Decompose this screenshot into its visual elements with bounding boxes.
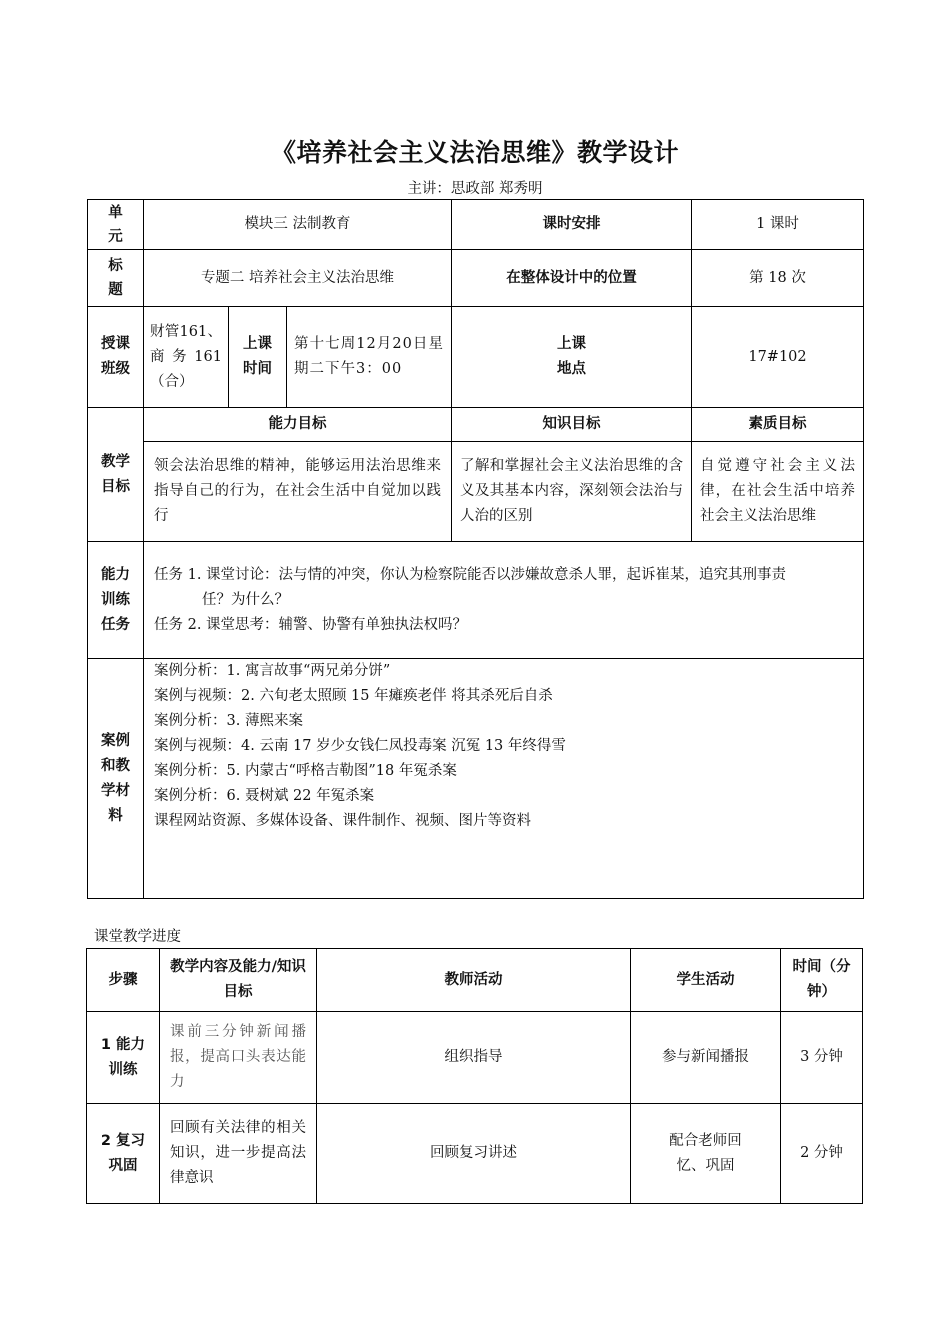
topic-label: 标题 — [88, 250, 144, 307]
goal-text-knowledge: 了解和掌握社会主义法治思维的含义及其基本内容，深刻领会法治与人治的区别 — [452, 442, 692, 542]
goal-header-quality: 素质目标 — [692, 408, 864, 442]
row-step: 1 能力训练 — [87, 1012, 160, 1104]
goals-label: 教学目标 — [88, 408, 144, 542]
goal-header-knowledge: 知识目标 — [452, 408, 692, 442]
col-header-content: 教学内容及能力/知识目标 — [160, 949, 317, 1012]
row-content: 课前三分钟新闻播报，提高口头表达能力 — [160, 1012, 317, 1104]
goal-text-quality: 自觉遵守社会主义法律，在社会生活中培养社会主义法治思维 — [692, 442, 864, 542]
col-header-step: 步骤 — [87, 949, 160, 1012]
material-item: 案例与视频：2. 六旬老太照顾 15 年瘫痪老伴 将其杀死后自杀 — [154, 688, 553, 704]
col-header-time: 时间（分钟） — [781, 949, 863, 1012]
place-label: 上课地点 — [452, 307, 692, 408]
col-header-teacher: 教师活动 — [317, 949, 631, 1012]
page-title: 《培养社会主义法治思维》教学设计 — [270, 138, 679, 167]
material-item: 案例分析：5. 内蒙古“呼格吉勒图”18 年冤杀案 — [154, 763, 457, 779]
class-label: 授课班级 — [88, 307, 144, 408]
materials-content — [144, 659, 864, 899]
material-item: 课程网站资源、多媒体设备、课件制作、视频、图片等资料 — [154, 813, 531, 829]
materials-label: 案例和教学材料 — [88, 659, 144, 899]
tasks-content — [144, 542, 864, 659]
material-item: 案例与视频：4. 云南 17 岁少女钱仁凤投毒案 沉冤 13 年终得雪 — [154, 738, 566, 754]
position-value: 第 18 次 — [692, 250, 864, 307]
class-value: 财管161、商务161（合） — [144, 307, 229, 408]
table-row — [87, 1104, 863, 1204]
material-item: 案例分析：6. 聂树斌 22 年冤杀案 — [154, 788, 375, 804]
time-label: 上课时间 — [229, 307, 287, 408]
row-student: 参与新闻播报 — [631, 1012, 781, 1104]
row-time: 2 分钟 — [781, 1104, 863, 1204]
tasks-label: 能力训练任务 — [88, 542, 144, 659]
row-content: 回顾有关法律的相关知识，进一步提高法律意识 — [160, 1104, 317, 1204]
task-2: 任务 2. 课堂思考：辅警、协警有单独执法权吗？ — [154, 616, 468, 633]
material-item: 案例分析：1. 寓言故事“两兄弟分饼” — [154, 663, 391, 679]
row-teacher: 组织指导 — [317, 1012, 631, 1104]
row-student: 配合老师回忆、巩固 — [631, 1104, 781, 1204]
task-1-line-1: 任务 1. 课堂讨论：法与情的冲突，你认为检察院能否以涉嫌故意杀人罪，起诉崔某，追究其刑事责 — [154, 566, 787, 583]
progress-table — [86, 948, 863, 1204]
progress-section-label: 课堂教学进度 — [94, 929, 181, 945]
col-header-student: 学生活动 — [631, 949, 781, 1012]
position-label: 在整体设计中的位置 — [452, 250, 692, 307]
row-step: 2 复习巩固 — [87, 1104, 160, 1204]
hours-value: 1 课时 — [692, 200, 864, 250]
place-value: 17#102 — [692, 307, 864, 408]
hours-label: 课时安排 — [452, 200, 692, 250]
page-subtitle: 主讲：思政部 郑秀明 — [407, 181, 543, 197]
time-value: 第十七周12月20日星期二下午3：00 — [287, 307, 452, 408]
table-row — [87, 1012, 863, 1104]
goal-header-ability: 能力目标 — [144, 408, 452, 442]
goal-text-ability: 领会法治思维的精神，能够运用法治思维来指导自己的行为，在社会生活中自觉加以践行 — [144, 442, 452, 542]
unit-label: 单元 — [88, 200, 144, 250]
topic-value: 专题二 培养社会主义法治思维 — [144, 250, 452, 307]
material-item: 案例分析：3. 薄熙来案 — [154, 713, 303, 729]
row-time: 3 分钟 — [781, 1012, 863, 1104]
task-1-line-2: 任？为什么？ — [202, 591, 289, 608]
design-table — [87, 199, 864, 899]
row-teacher: 回顾复习讲述 — [317, 1104, 631, 1204]
unit-value: 模块三 法制教育 — [144, 200, 452, 250]
